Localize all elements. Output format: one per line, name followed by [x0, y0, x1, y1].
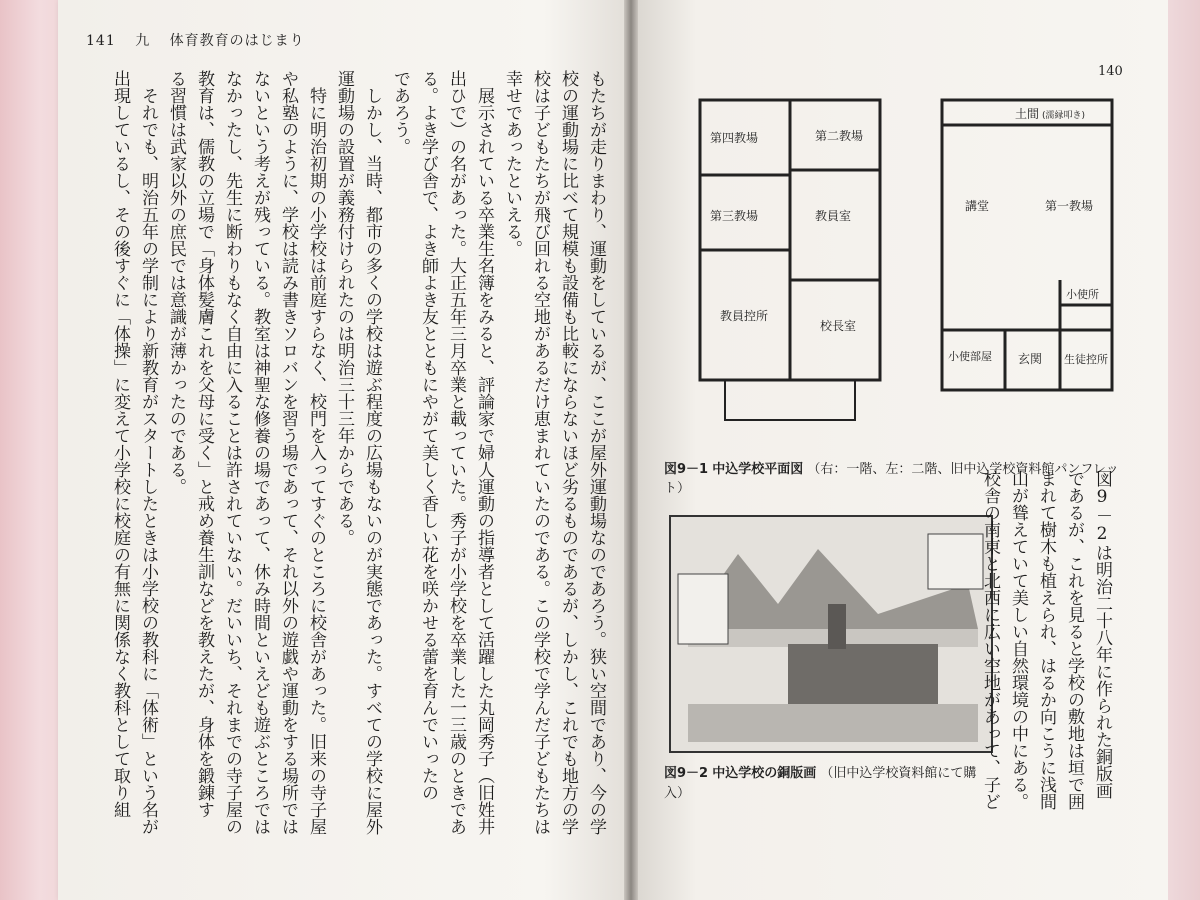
book-cover-left: [0, 0, 66, 900]
room-label-teacher-waiting: 教員控所: [720, 309, 769, 323]
left-page-body-text: もたちが走りまわり、運動をしているが、ここが屋外運動場なのであろう。狭い空間であり、今の学 校の運動場に比べて規模も設備も比較にならないほど劣るものであるが、しかし、これでも地方の学 校は子どもたちが飛び回れる空地があるだけ恵まれていたのである。この学校で学んだ子どもたちは 幸せであったといえる。 展示されている卒業生名簿をみると、評論家で婦人運動の指導者として活躍した丸岡秀子（旧姓井 出ひで）の名があった。大正五年三月卒業と載っていた。秀子が小学校を卒業した一三歳のときであ る。よき学び舎で、よき師よき友とともにやがて美しく香しい花を咲かせる蕾を育んでいったの であろう。 しかし、当時、都市の多くの学校は遊ぶ程度の広場もないのが実態であった。すべての学校に屋外 運動場の設置が義務付けられたのは明治三十三年からである。 特に明治初期の小学校は前庭すらなく、校門を入ってすぐのところに校舎があった。旧来の寺子屋 や私塾のように、学校は読み書きソロバンを習う場であって、それ以外の遊戯や運動をする場所では ないという考えが残っている。教室は神聖な修養の場であって、休み時間といえども遊ぶところでは なかったし、先生に断わりもなく自由に入ることは許されていない。だいいち、それまでの寺子屋の 教育は、儒教の立場で「身体髪膚これを父母に受く」と戒め養生訓などを教えたが、身体を鍛錬す る習慣は武家以外の庶民では意識が薄かったのである。 それでも、明治五年の学制により新教育がスタートしたときは小学校の教科に「体術」という名が 出現しているし、その後すぐに「体操」に変えて小学校に校庭の有無に関係なく教科として取り組: [110, 70, 606, 835]
room-label-staff-room: 教員室: [815, 209, 852, 223]
figure-9-2-label: 図9－2: [664, 766, 709, 781]
chapter-title: 体育教育のはじまり: [169, 33, 305, 49]
room-label-2nd-classroom: 第二教場: [815, 129, 864, 143]
running-head: [86, 30, 319, 50]
room-label-4th-classroom: 第四教場: [710, 131, 759, 145]
book-gutter: [624, 0, 638, 900]
right-page-body-text: 図9－2は明治二十八年に作られた銅版画 であるが、これを見ると学校の敷地は垣で囲 まれて樹木も植えられ、はるか向こうに浅間 山が聳えていて美しい自然環境の中にある。 校舎の南東と北西に広い空地があって、子ど: [980, 470, 1112, 810]
room-label-principal: 校長室: [820, 319, 857, 333]
figure-9-2-caption: [664, 764, 994, 804]
room-label-3rd-classroom: 第三教場: [710, 209, 759, 223]
figure-9-2-note: （旧中込学校資料館にて購入）: [664, 766, 977, 801]
room-label-janitor-quarters: 小使部屋: [948, 350, 992, 363]
room-label-doma: 土間: [1015, 107, 1040, 121]
room-label-student-waiting: 生徒控所: [1064, 353, 1108, 366]
room-label-1st-classroom: 第一教場: [1045, 199, 1094, 213]
room-label-auditorium: 講堂: [965, 199, 990, 213]
chapter-number: 九: [135, 33, 151, 49]
figure-9-1-note: （右：一階、左：二階、旧中込学校資料館パンフレット）: [664, 462, 1119, 496]
room-label-janitor: 小使所: [1066, 288, 1099, 301]
right-page-number: 140: [1098, 64, 1123, 79]
left-page-number: 141: [86, 33, 116, 49]
figure-9-1-title: 中込学校平面図: [712, 462, 804, 477]
floor-plan-figure: [680, 80, 1140, 450]
room-label-entrance: 玄関: [1018, 352, 1043, 366]
engraving-image: [668, 514, 994, 754]
copper-engraving-figure: [668, 514, 994, 754]
figure-9-2-title: 中込学校の銅版画: [712, 766, 817, 781]
room-label-doma-note: (濡縁叩き): [1042, 111, 1086, 121]
figure-9-1-label: 図9－1: [664, 462, 709, 477]
floor-plan-drawing: [680, 80, 1140, 450]
